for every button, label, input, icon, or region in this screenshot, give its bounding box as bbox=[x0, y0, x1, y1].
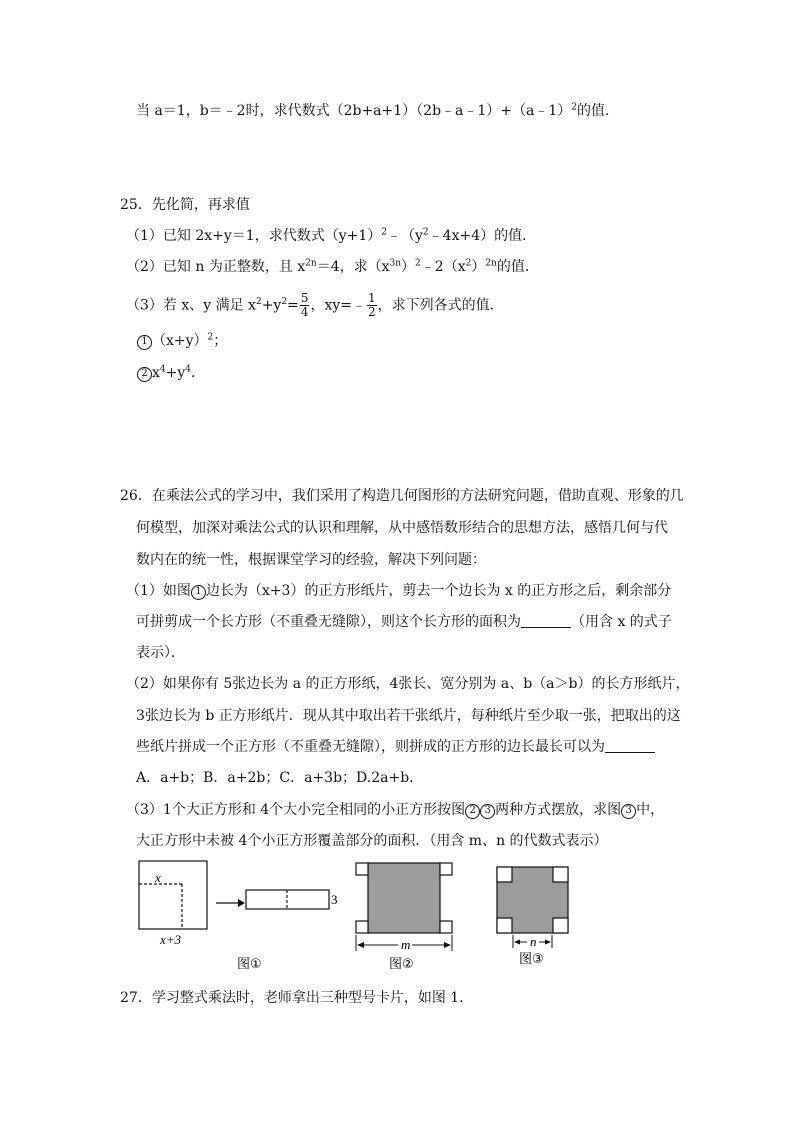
fig3-n-label: n bbox=[530, 934, 537, 949]
fig3-caption: 图③ bbox=[519, 952, 544, 967]
figure-1 bbox=[139, 861, 338, 972]
fraction-one-half: $\frac{1}{2}$ bbox=[368, 291, 376, 319]
fig1-x-label: x bbox=[155, 870, 161, 885]
fig2-caption: 图② bbox=[389, 957, 414, 972]
q25-part2: （2）已知 n 为正整数，且 $x^{2n}=4$，求$(x^{3n})^2﹣2(x^2)^{2n}$的值． bbox=[126, 258, 539, 275]
q26-line7: （2）如果你有 5张边长为 a 的正方形纸，4张长、宽分别为 a、b（a＞b）的长方形纸片， bbox=[126, 676, 690, 692]
circled-number-1: 1 bbox=[191, 585, 206, 600]
q26-line5: 可拼剪成一个长方形（不重叠无缝隙），则这个长方形的面积为 （用含 x 的式子 bbox=[136, 614, 672, 630]
q24-expression-line: 当 a＝1，b＝﹣2时，求代数式（2b+a+1）（2b﹣a﹣1）+（a﹣1）$^2$的值． bbox=[136, 102, 620, 119]
q26-line3: 数内在的统一性，根据课堂学习的经验，解决下列问题： bbox=[136, 552, 486, 568]
q26-line10: A．a+b；B．a+2b；C．a+3b；D.2a+b． bbox=[136, 770, 424, 786]
figure-2 bbox=[356, 863, 452, 972]
fig2-m-label: m bbox=[401, 937, 411, 952]
fig1-caption: 图① bbox=[237, 957, 262, 972]
circled-number-2: 2 bbox=[137, 367, 152, 382]
q25-title: 25．先化简，再求值 bbox=[120, 197, 250, 213]
arrow-icon bbox=[238, 899, 245, 907]
q26-line8: 3张边长为 b 正方形纸片．现从其中取出若干张纸片，每种纸片至少取一张，把取出的这 bbox=[136, 708, 681, 724]
circled-number-2: 2 bbox=[465, 804, 480, 819]
circled-number-3: 3 bbox=[480, 804, 495, 819]
q25-part1: （1）已知 2x+y＝1，求代数式$(y+1)^2﹣(y^2﹣4x+4)$的值． bbox=[126, 227, 537, 244]
circled-number-1: 1 bbox=[137, 335, 152, 350]
fig1-side-label: 3 bbox=[331, 892, 338, 907]
q27-line1: 27．学习整式乘法时，老师拿出三种型号卡片，如图 1． bbox=[120, 990, 474, 1006]
q26-line6: 表示）． bbox=[136, 645, 185, 661]
q26-line9: 些纸片拼成一个正方形（不重叠无缝隙），则拼成的正方形的边长最长可以为 bbox=[136, 737, 655, 757]
fig1-bottom-label: x+3 bbox=[160, 932, 182, 947]
q26-line12: 大正方形中未被 4个小正方形覆盖部分的面积．（用含 m、n 的代数式表示） bbox=[136, 833, 608, 849]
q25-sub2: 2 $x^4+y^4$． bbox=[137, 363, 205, 383]
q26-line1: 26．在乘法公式的学习中，我们采用了构造几何图形的方法研究问题，借助直观、形象的几 bbox=[120, 488, 684, 504]
circled-number-3: 3 bbox=[621, 804, 636, 819]
q26-line11: （3）1个大正方形和 4个大小完全相同的小正方形按图 2 3 两种方式摆放，求图 3 中， bbox=[126, 802, 665, 818]
q26-line2: 何模型，加深对乘法公式的认识和理解，从中感悟数形结合的思想方法，感悟几何与代 bbox=[136, 520, 668, 536]
fraction-five-fourths: $\frac{5}{4}$ bbox=[300, 291, 309, 319]
figure-3 bbox=[497, 867, 568, 967]
q26-line4: （1）如图 1 边长为（x+3）的正方形纸片，剪去一个边长为 x 的正方形之后，剩余部分 bbox=[126, 583, 672, 599]
q25-sub1: 1 $(x+y)^2$； bbox=[137, 331, 227, 351]
q25-part3: （3）若 x、y 满足 $x^2+y^2=$ $\frac{5}{4}$ ，xy=﹣ $\frac{1}{2}$ ，求下列各式的值． bbox=[126, 291, 504, 319]
